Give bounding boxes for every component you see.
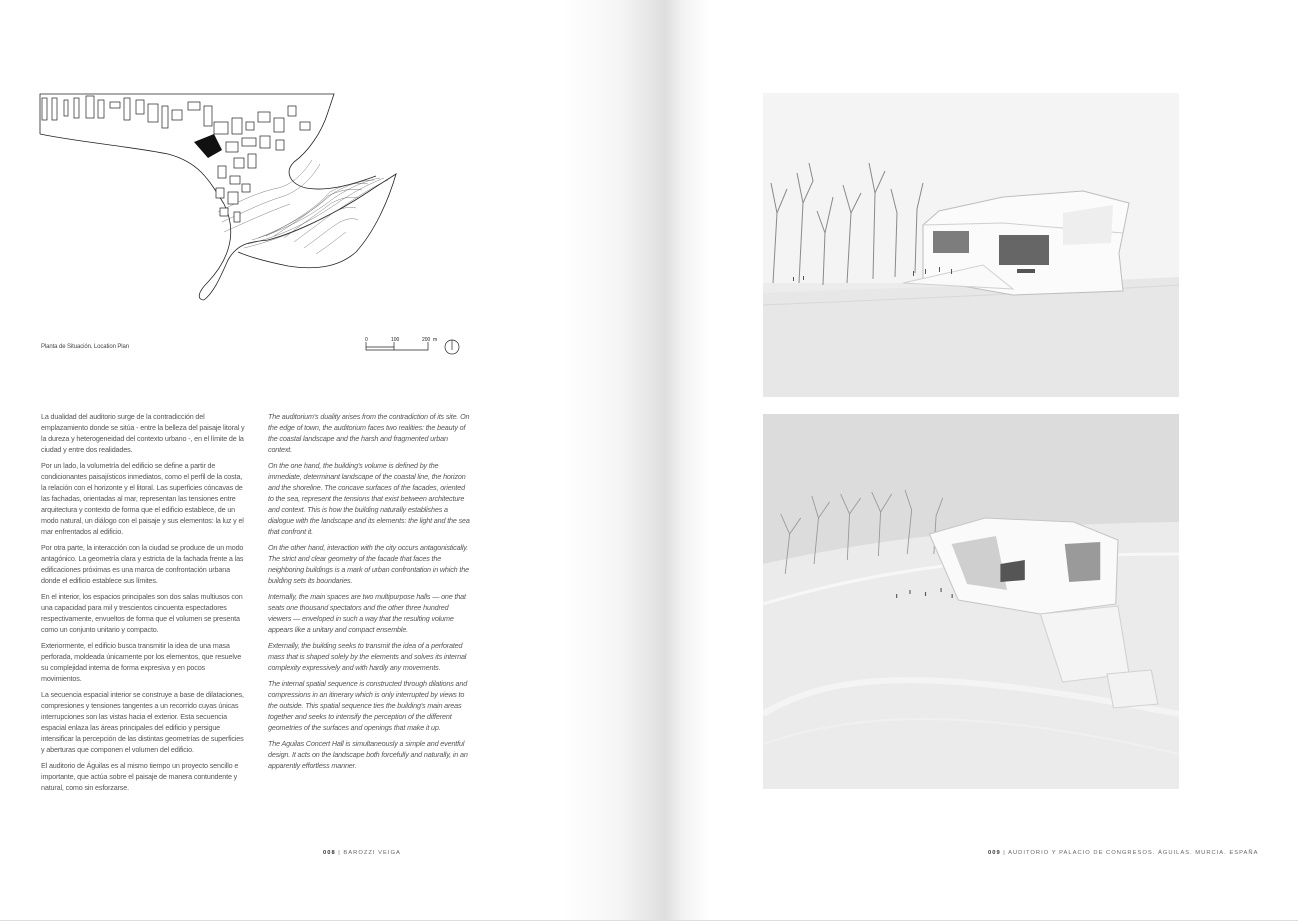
footer-right: 009 | AUDITORIO Y PALACIO DE CONGRESOS. ÁGUILAS. MURCIA. ESPAÑA	[988, 850, 1259, 856]
scale-label-100: 100	[391, 337, 400, 343]
en-paragraph: On the other hand, interaction with the city occurs antagonistically. The strict and clear geometry of the facade that faces the neighboring buildings is a mark of urban confrontation in which the building sets its boundaries.	[268, 543, 469, 586]
footer-left-text: BAROZZI VEIGA	[343, 850, 401, 856]
render-photo-front	[763, 93, 1179, 397]
en-paragraph: The internal spatial sequence is constructed through dilations and compressions in an itinerary which is only interrupted by views to the outside. This spatial sequence ties the building's main areas together and seeks to intensify the perception of the different geometries of the surfaces and openings that make it up.	[268, 678, 468, 732]
book-gutter-shadow	[560, 0, 710, 920]
scale-label-unit: m	[433, 337, 438, 343]
project-site-icon	[194, 134, 222, 158]
en-paragraph: Internally, the main spaces are two multipurpose halls — one that seats one thousand spectators and the other three hundred viewers — enveloped in such a way that the resulting volume appears like a unitary and compact ensemble.	[268, 591, 466, 635]
scale-label-200: 200	[422, 337, 431, 343]
page-number-left: 008	[323, 850, 336, 856]
map-caption: Planta de Situación. Location Plan	[41, 344, 129, 350]
es-paragraph: Por un lado, la volumetría del edificio se define a partir de condicionantes paisajísticos inmediatos, como el perfil de la costa, la relación con el horizonte y el litoral. Las superficies cóncavas de las fachadas, orientadas al mar, representan las tensiones entre arquitectura y contexto de forma que el edificio establece, de un modo natural, un diálogo con el paisaje y sus elementos: la luz y el mar enfrentados al edificio.	[41, 460, 244, 537]
es-paragraph: Exteriormente, el edificio busca transmitir la idea de una masa perforada, moldeada únicamente por los elementos, que resuelve su complejidad interna de forma expresiva y en pocos movimientos.	[41, 640, 242, 684]
footer-right-text: AUDITORIO Y PALACIO DE CONGRESOS. ÁGUILAS. MURCIA. ESPAÑA	[1008, 850, 1259, 856]
es-paragraph: Por otra parte, la interacción con la ciudad se produce de un modo antagónico. La geometría clara y estricta de la fachada frente a las edificaciones próximas es una marca de confrontación urbana donde el edificio establece sus límites.	[41, 543, 244, 586]
en-paragraph: The auditorium's duality arises from the contradiction of its site. On the edge of town, the auditorium faces two realities: the beauty of the coastal landscape and the harsh and fragmented urban context.	[268, 412, 470, 455]
page-number-right: 009	[988, 850, 1001, 856]
scale-label-0: 0	[365, 337, 368, 343]
es-paragraph: En el interior, los espacios principales son dos salas multiusos con una capacidad para mil y trescientos cincuenta espectadores respectivamente, envueltos de forma que el volumen se presenta como un conjunto unitario y compacto.	[41, 591, 243, 635]
footer-left: 008 | BAROZZI VEIGA	[323, 850, 401, 856]
en-paragraph: The Aguilas Concert Hall is simultaneously a simple and eventful design. It acts on the landscape both forcefully and naturally, in an apparently effortless manner.	[268, 738, 468, 770]
es-paragraph: El auditorio de Águilas es al mismo tiempo un proyecto sencillo e importante, que actúa sobre el paisaje de manera contundente y natural, como sin esforzarse.	[41, 760, 239, 792]
render-photo-aerial	[763, 414, 1179, 789]
es-paragraph: La dualidad del auditorio surge de la contradicción del emplazamiento donde se sitúa - entre la belleza del paisaje litoral y la dureza y heterogeneidad del contexto urbano -, en el límite de la ciudad y entre dos realidades.	[41, 412, 245, 455]
spanish-text-column	[41, 411, 247, 798]
en-paragraph: Externally, the building seeks to transmit the idea of a perforated mass that is shaped solely by the elements and solves its internal complexity expressively and with hardly any movements.	[268, 640, 467, 672]
es-paragraph: La secuencia espacial interior se construye a base de dilataciones, compresiones y tensiones tangentes a un recorrido cuyas únicas interrupciones son las vistas hacia el exterior. Esta secuencia espacial enlaza las áreas principales del edificio y persigue intensificar la percepción de las distintas geometrías de superficies y aberturas que componen el volumen del edificio.	[41, 689, 244, 755]
en-paragraph: On the one hand, the building's volume is defined by the immediate, determinant landscape of the coastal line, the horizon and the shoreline. The concave surfaces of the facades, oriented to the sea, represent the tensions that exist between architecture and context. This is how the building naturally establishes a dialogue with the landscape and its elements: the light and the sea that confront it.	[268, 460, 470, 537]
scale-bar-and-north-arrow	[362, 336, 472, 358]
location-plan-map	[38, 92, 400, 302]
english-text-column	[268, 411, 472, 775]
